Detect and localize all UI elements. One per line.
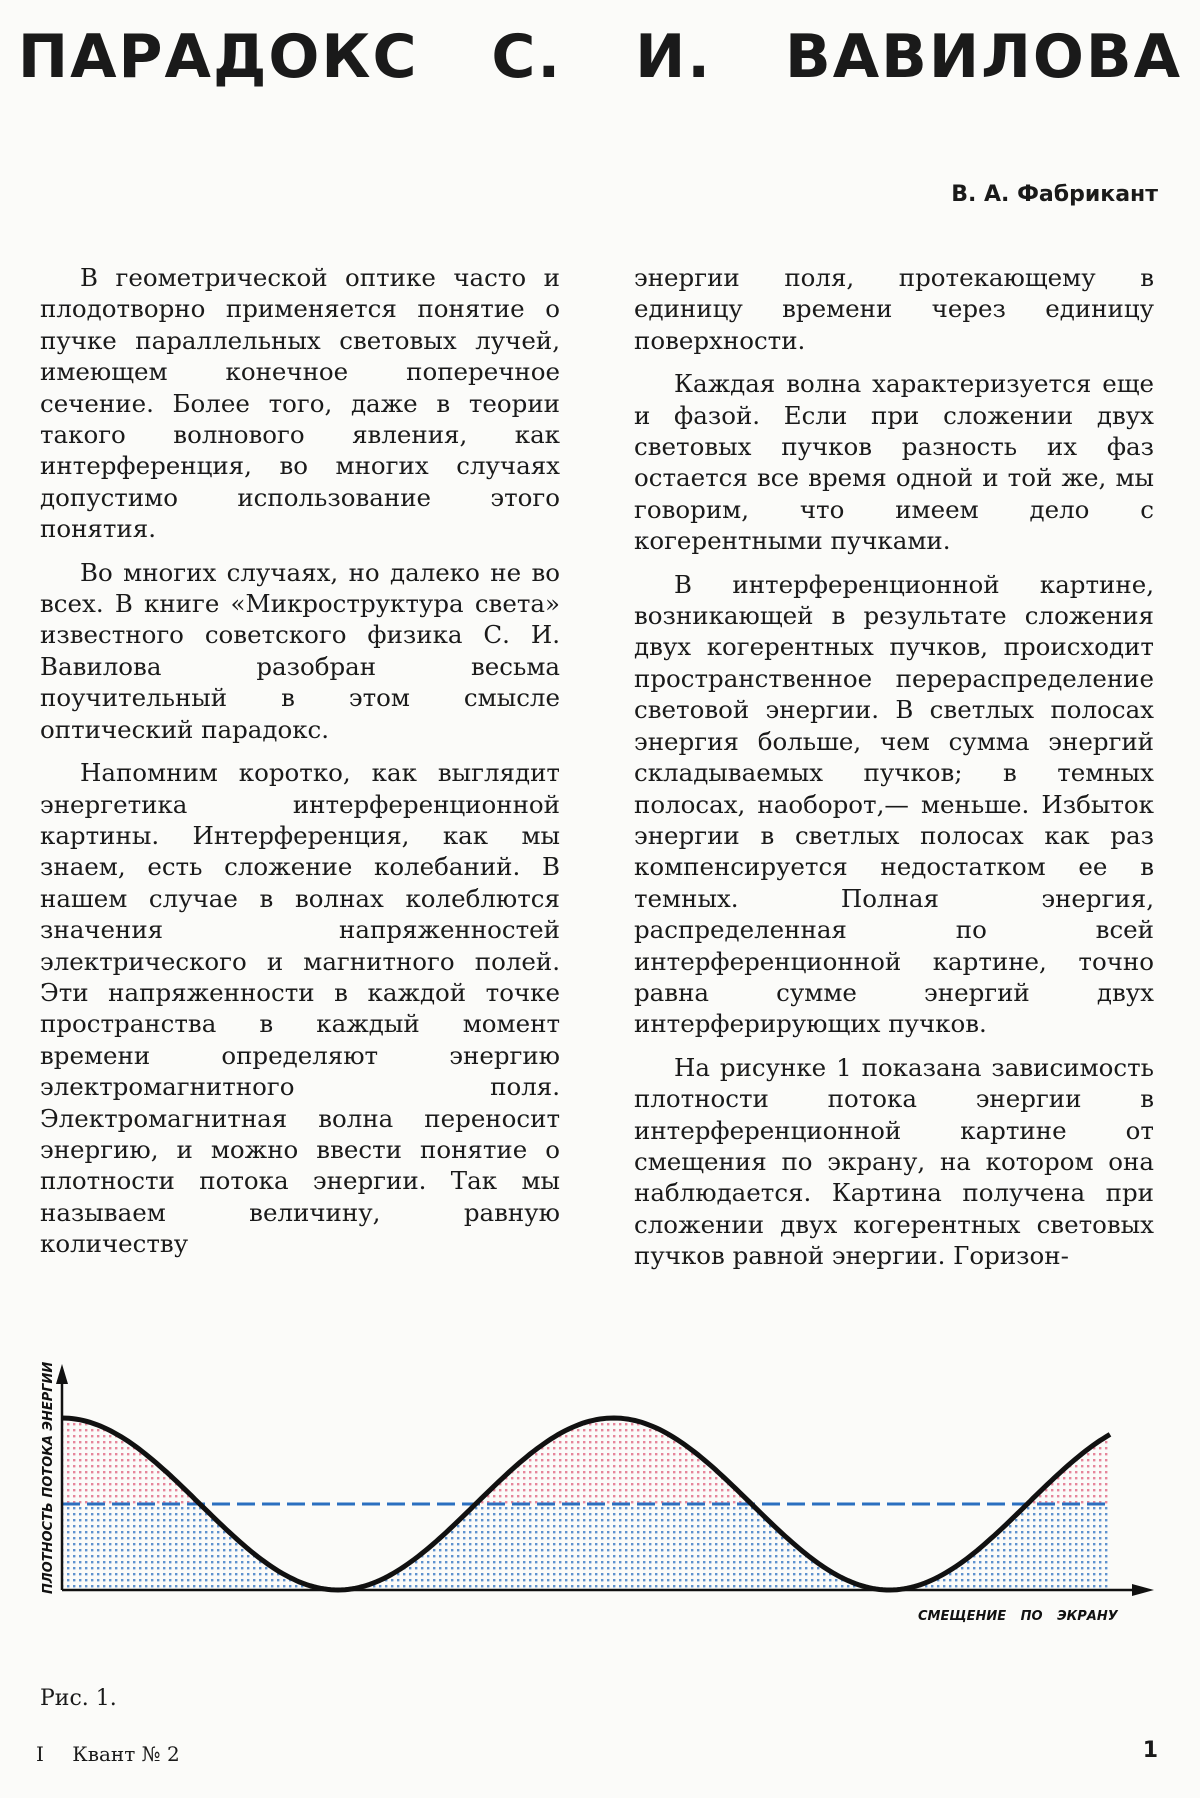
paragraph: энергии поля, протекающему в единицу времени через единицу поверхности. [634, 263, 1154, 355]
article-title: ПАРАДОКС С. И. ВАВИЛОВА [17, 22, 1183, 92]
below-mean-fill [62, 1504, 1110, 1590]
paragraph: На рисунке 1 показана зависимость плотности потока энергии в интерференционной картине от смещения по экрану, на котором она наблюдается. Картина получена при сложении двух когерентных световых пучков равной энергии. Горизон- [634, 1052, 1154, 1271]
footer-marker: I [36, 1742, 44, 1766]
paragraph: В геометрической оптике часто и плодотворно применяется понятие о пучке параллельных световых лучей, имеющем конечное поперечное сечение. Более того, даже в теории такого волнового явления, как интерференция, во многих случаях допустимо использование этого понятия. [40, 263, 560, 544]
journal-name: Квант № 2 [72, 1742, 180, 1766]
y-axis-label: ПЛОТНОСТЬ ПОТОКА ЭНЕРГИИ [41, 1362, 56, 1594]
page-number: 1 [1142, 1738, 1158, 1763]
paragraph: Каждая волна характеризуется еще и фазой. Если при сложении двух световых пучков разность их фаз остается все время одной и той же, мы говорим, что имеем дело с когерентными пучками. [634, 369, 1154, 556]
paragraph: Во многих случаях, но далеко не во всех. В книге «Микроструктура света» известного советского физика С. И. Вавилова разобран весьма поучительный в этом смысле оптический парадокс. [40, 557, 560, 744]
y-axis-arrow-icon [56, 1364, 68, 1384]
paragraph: В интерференционной картине, возникающей в результате сложения двух когерентных пучков, происходит пространственное перераспределение световой энергии. В светлых полосах энергия больше, чем сумма энергий складываемых пучков; в темных полосах, наоборот,— меньше. Избыток энергии в светлых полосах как раз компенсируется недостатком ее в темных. Полная энергия, распределенная по всей интерференционной картине, точно равна сумме энергий двух интерферирующих пучков. [634, 569, 1154, 1039]
x-axis-arrow-icon [1132, 1584, 1154, 1596]
right-column [634, 262, 1154, 1284]
figure-caption: Рис. 1. [40, 1686, 117, 1711]
journal-footer [36, 1742, 180, 1766]
x-axis-label: СМЕЩЕНИЕ ПО ЭКРАНУ [918, 1609, 1118, 1624]
article-author: В. А. Фабрикант [951, 182, 1158, 207]
paragraph: Напомним коротко, как выглядит энергетика интерференционной картины. Интерференция, как мы знаем, есть сложение колебаний. В нашем случае в волнах колеблются значения напряженностей электрического и магнитного полей. Эти напряженности в каждой точке пространства в каждый момент времени определяют энергию электромагнитного поля. Электромагнитная волна переносит энергию, и можно ввести понятие о плотности потока энергии. Так мы называем величину, равную количеству [40, 758, 560, 1259]
left-column [40, 262, 560, 1272]
figure-1-chart [30, 1362, 1160, 1632]
